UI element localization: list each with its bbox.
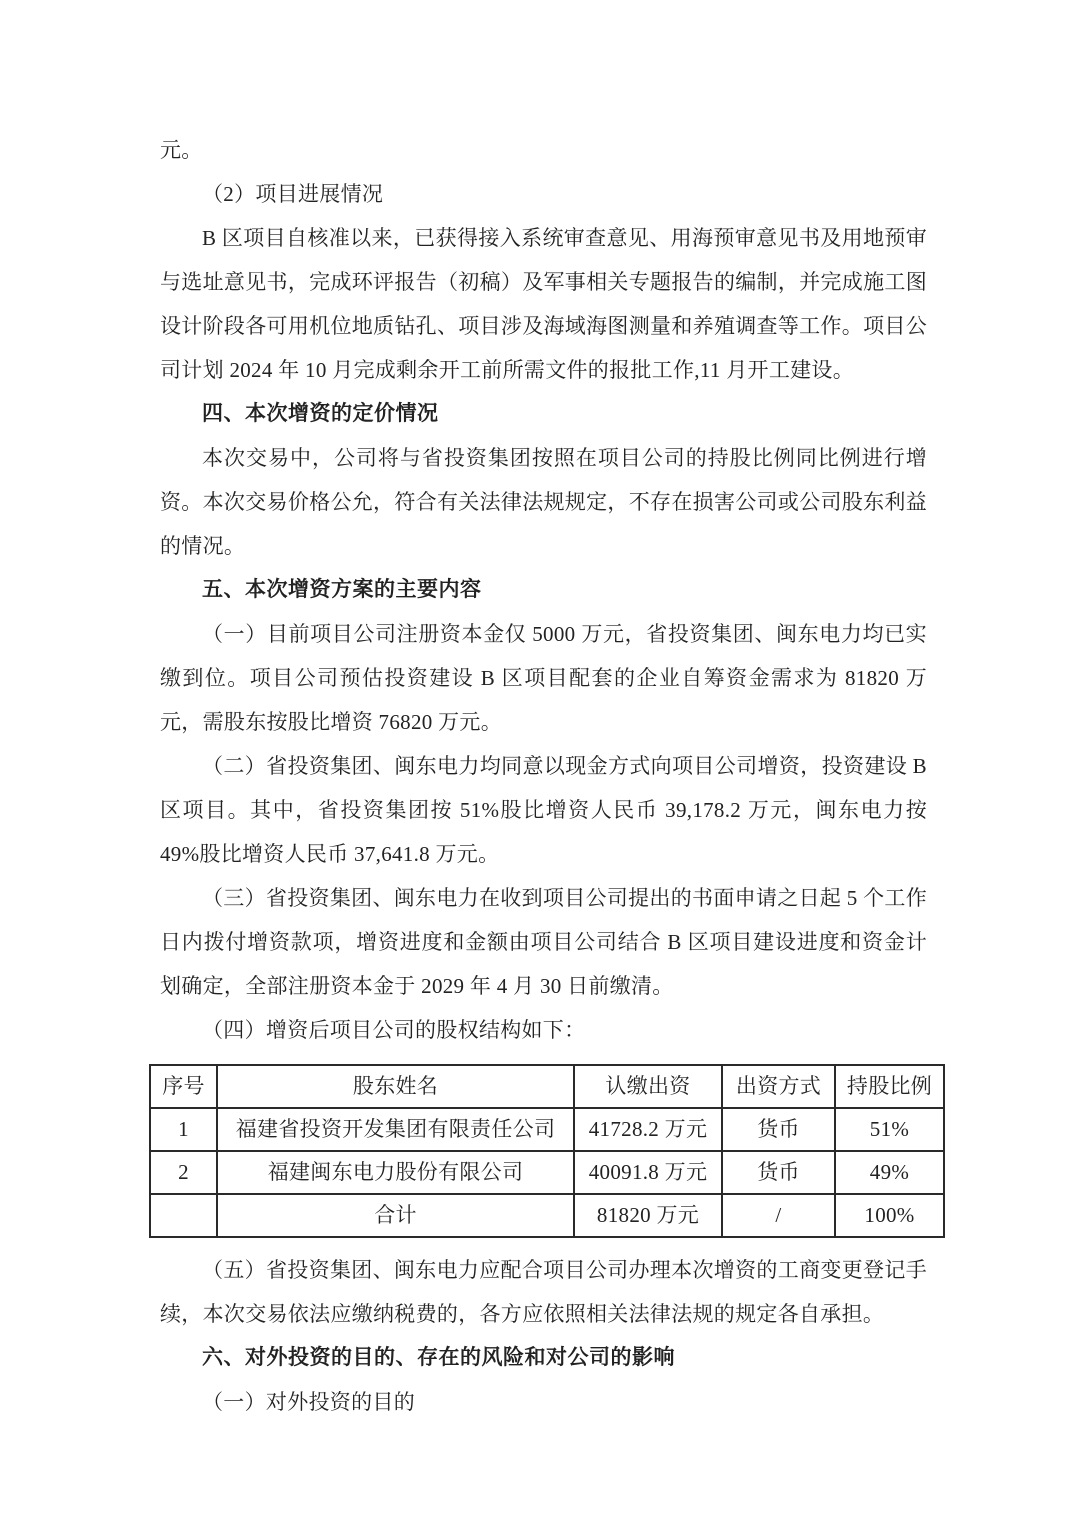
paragraph-plan-item-3: （三）省投资集团、闽东电力在收到项目公司提出的书面申请之日起 5 个工作日内拨付增资款项，增资进度和金额由项目公司结合 B 区项目建设进度和资金计划确定，全部注册资本金于 2029 年 4 月 30 日前缴清。 [160,886,927,998]
table-header-row [150,1065,944,1108]
cell-index [150,1194,217,1237]
section-heading-4-pricing: 四、本次增资的定价情况 [202,402,439,425]
col-header-shareholder-name: 股东姓名 [217,1065,574,1108]
shareholding-structure-table [149,1064,945,1238]
cell-subscribed-capital: 40091.8 万元 [574,1151,722,1194]
cell-index: 2 [150,1151,217,1194]
paragraph-project-progress: B 区项目自核准以来，已获得接入系统审查意见、用海预审意见书及用地预审与选址意见书，完成环评报告（初稿）及军事相关专题报告的编制，并完成施工图设计阶段各可用机位地质钻孔、项目涉及海域海图测量和养殖调查等工作。项目公司计划 2024 年 10 月完成剩余开工前所需文件的报批工作,11 月开工建设。 [160,226,927,382]
cell-shareholder-name: 福建闽东电力股份有限公司 [217,1151,574,1194]
cell-subscribed-capital: 81820 万元 [574,1194,722,1237]
table-row-shareholder-2 [150,1151,944,1194]
cell-total-label: 合计 [217,1194,574,1237]
paragraph-plan-item-4-intro: （四）增资后项目公司的股权结构如下： [202,1018,586,1042]
col-header-subscribed-capital: 认缴出资 [574,1065,722,1108]
cell-shareholding-ratio: 100% [835,1194,944,1237]
cell-contribution-method: 货币 [722,1108,835,1151]
cell-index: 1 [150,1108,217,1151]
paragraph-continuation: 元。 [160,138,203,162]
cell-subscribed-capital: 41728.2 万元 [574,1108,722,1151]
subitem-heading-project-progress: （2）项目进展情况 [202,182,384,206]
subitem-heading-investment-purpose: （一）对外投资的目的 [202,1390,415,1414]
cell-contribution-method: / [722,1194,835,1237]
cell-shareholder-name: 福建省投资开发集团有限责任公司 [217,1108,574,1151]
col-header-index: 序号 [150,1065,217,1108]
table-row-shareholder-1 [150,1108,944,1151]
paragraph-pricing: 本次交易中，公司将与省投资集团按照在项目公司的持股比例同比例进行增资。本次交易价格公允，符合有关法律法规规定，不存在损害公司或公司股东利益的情况。 [160,446,927,558]
cell-shareholding-ratio: 49% [835,1151,944,1194]
section-heading-5-plan: 五、本次增资方案的主要内容 [202,578,482,601]
section-heading-6-purpose-risk-impact: 六、对外投资的目的、存在的风险和对公司的影响 [202,1346,675,1369]
paragraph-plan-item-1: （一）目前项目公司注册资本金仅 5000 万元，省投资集团、闽东电力均已实缴到位。项目公司预估投资建设 B 区项目配套的企业自筹资金需求为 81820 万元，需股东按股比增资 76820 万元。 [160,622,927,734]
cell-contribution-method: 货币 [722,1151,835,1194]
col-header-shareholding-ratio: 持股比例 [835,1065,944,1108]
cell-shareholding-ratio: 51% [835,1108,944,1151]
paragraph-plan-item-5: （五）省投资集团、闽东电力应配合项目公司办理本次增资的工商变更登记手续，本次交易依法应缴纳税费的，各方应依照相关法律法规的规定各自承担。 [160,1258,927,1326]
table-row-total [150,1194,944,1237]
paragraph-plan-item-2: （二）省投资集团、闽东电力均同意以现金方式向项目公司增资，投资建设 B 区项目。其中，省投资集团按 51%股比增资人民币 39,178.2 万元，闽东电力按 49%股比增资人民币 37,641.8 万元。 [160,754,927,866]
col-header-contribution-method: 出资方式 [722,1065,835,1108]
